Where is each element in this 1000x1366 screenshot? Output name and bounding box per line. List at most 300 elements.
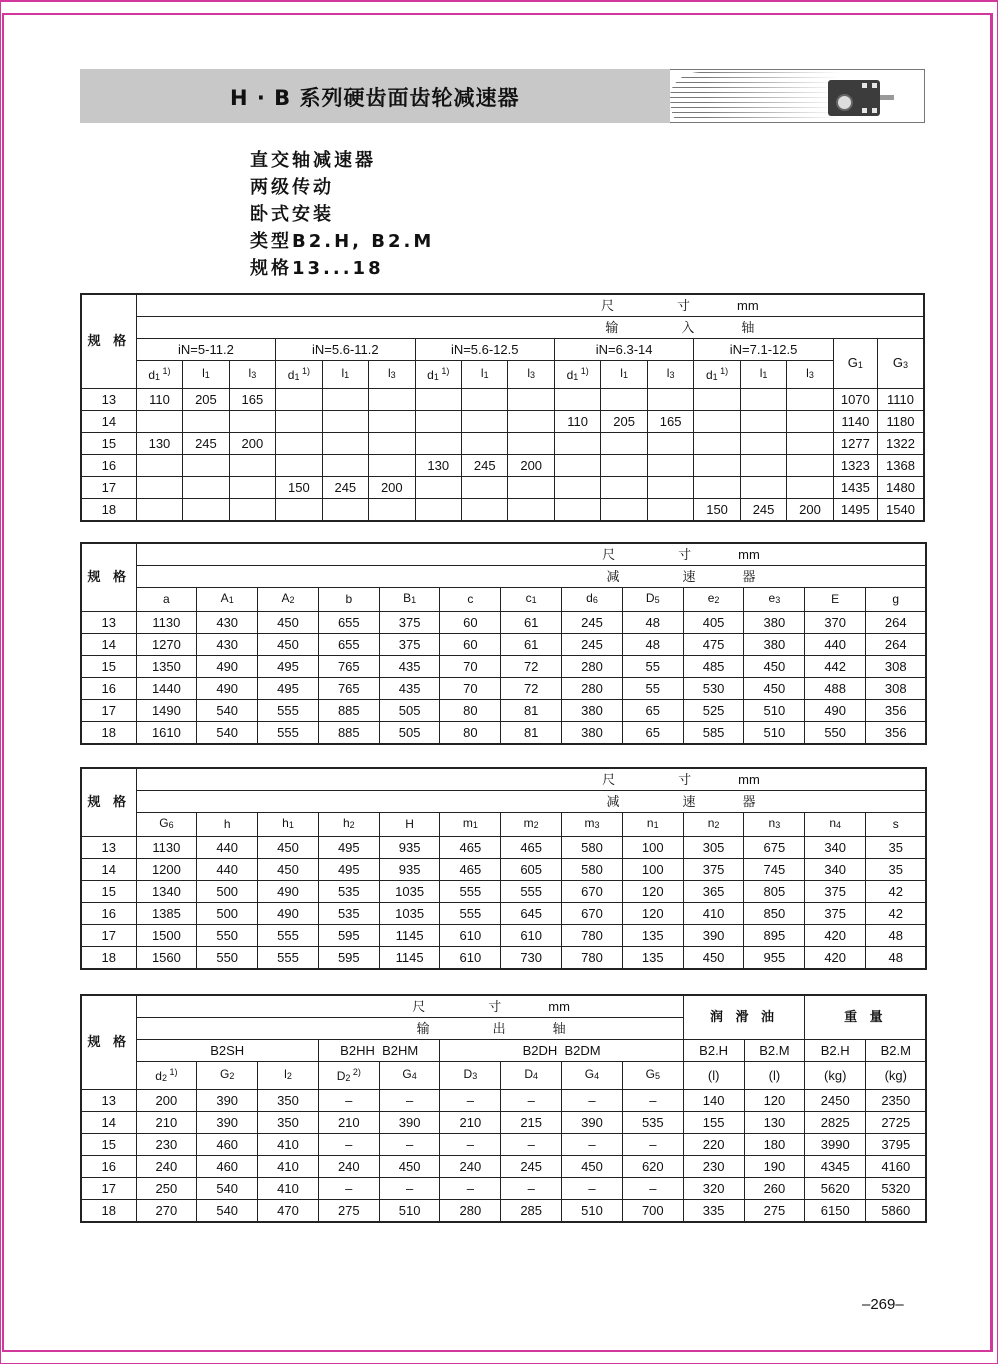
value-cell: – <box>562 1178 623 1200</box>
value-cell: 250 <box>136 1178 197 1200</box>
value-cell: 205 <box>183 389 229 411</box>
value-cell: – <box>318 1178 379 1200</box>
spec-label: 规 格 <box>81 294 136 389</box>
value-cell: 510 <box>562 1200 623 1223</box>
value-cell: 1322 <box>877 433 924 455</box>
bolt-icon <box>872 108 877 113</box>
value-cell: 60 <box>440 634 501 656</box>
value-cell: 555 <box>501 881 562 903</box>
col-header: $m_1$ <box>440 813 501 837</box>
value-cell: 280 <box>562 678 623 700</box>
value-cell: 100 <box>622 859 683 881</box>
value-cell: 435 <box>379 656 440 678</box>
size-cell: 17 <box>81 1178 136 1200</box>
group-char: 输 <box>416 1021 430 1036</box>
value-cell: 450 <box>744 678 805 700</box>
heading-mounting: 卧式安装 <box>250 204 334 225</box>
value-cell: – <box>501 1178 562 1200</box>
col-header: a <box>136 588 197 612</box>
value-cell <box>369 411 415 433</box>
value-cell: 81 <box>501 722 562 745</box>
table-row <box>81 837 926 859</box>
value-cell: 130 <box>136 433 182 455</box>
value-cell: 555 <box>440 881 501 903</box>
value-cell: 390 <box>197 1112 258 1134</box>
value-cell: 390 <box>562 1112 623 1134</box>
value-cell <box>369 389 415 411</box>
size-cell: 15 <box>81 881 136 903</box>
value-cell: 375 <box>805 881 866 903</box>
value-cell: 240 <box>440 1156 501 1178</box>
col-header: $n_2$ <box>683 813 744 837</box>
ratio-header: iN=5.6-11.2 <box>276 339 415 361</box>
table-row <box>81 1112 926 1134</box>
value-cell: – <box>318 1134 379 1156</box>
value-cell: 1350 <box>136 656 197 678</box>
value-cell: 510 <box>744 722 805 745</box>
value-cell <box>276 433 322 455</box>
group-char: 出 <box>492 1021 506 1036</box>
lubricant-header: 润 滑 油 <box>683 995 805 1040</box>
col-header: $G_4$ <box>562 1062 623 1090</box>
col-header: $B_1$ <box>379 588 440 612</box>
dim-label-1: 尺 <box>602 547 616 562</box>
size-cell: 13 <box>81 612 136 634</box>
value-cell: 595 <box>318 925 379 947</box>
value-cell: 505 <box>379 722 440 745</box>
value-cell <box>508 499 554 522</box>
value-cell: 165 <box>647 411 693 433</box>
value-cell: 420 <box>805 925 866 947</box>
value-cell: 605 <box>501 859 562 881</box>
table-row <box>81 389 924 411</box>
value-cell: 264 <box>866 634 927 656</box>
unit-header: (kg) <box>805 1062 866 1090</box>
value-cell: 48 <box>622 634 683 656</box>
value-cell <box>694 389 740 411</box>
table-row <box>81 903 926 925</box>
value-cell: 245 <box>183 433 229 455</box>
value-cell <box>740 433 786 455</box>
table-row <box>81 433 924 455</box>
value-cell: 210 <box>440 1112 501 1134</box>
value-cell: 280 <box>562 656 623 678</box>
spec-label: 规 格 <box>81 543 136 612</box>
value-cell: 555 <box>440 903 501 925</box>
size-cell: 18 <box>81 1200 136 1223</box>
value-cell <box>369 433 415 455</box>
value-cell: 120 <box>744 1090 805 1112</box>
col-header: $e_3$ <box>744 588 805 612</box>
group-header <box>136 1018 683 1040</box>
col-header: $D_3$ <box>440 1062 501 1090</box>
value-cell: 1340 <box>136 881 197 903</box>
value-cell: 72 <box>501 656 562 678</box>
value-cell: 2725 <box>866 1112 927 1134</box>
unit-header: (kg) <box>866 1062 927 1090</box>
heading-axis-type: 直交轴减速器 <box>250 150 376 171</box>
banner-image-panel <box>670 69 925 123</box>
bolt-icon <box>872 83 877 88</box>
group-char: 轴 <box>552 1021 566 1036</box>
size-cell: 14 <box>81 859 136 881</box>
ratio-header: iN=6.3-14 <box>554 339 693 361</box>
value-cell: 490 <box>805 700 866 722</box>
value-cell <box>740 477 786 499</box>
value-cell: 1560 <box>136 947 197 970</box>
size-cell: 14 <box>81 1112 136 1134</box>
value-cell: 35 <box>866 859 927 881</box>
group-char: 输 <box>605 320 619 335</box>
value-cell: 308 <box>866 678 927 700</box>
dim-label-2: 寸 <box>488 999 502 1014</box>
weight-header: 重 量 <box>805 995 927 1040</box>
dim-label-1: 尺 <box>412 999 426 1014</box>
group-char: 器 <box>742 569 756 584</box>
value-cell: 1270 <box>136 634 197 656</box>
size-cell: 16 <box>81 678 136 700</box>
value-cell: 3990 <box>805 1134 866 1156</box>
type-header: B2.M <box>744 1040 805 1062</box>
output-shaft-table <box>80 994 927 1223</box>
col-header: $d_6$ <box>562 588 623 612</box>
value-cell: 1180 <box>877 411 924 433</box>
group-char: 轴 <box>741 320 755 335</box>
dim-unit: mm <box>738 772 760 787</box>
value-cell <box>369 455 415 477</box>
value-cell: 1277 <box>833 433 877 455</box>
value-cell: 1070 <box>833 389 877 411</box>
table-row <box>81 1090 926 1112</box>
value-cell: 420 <box>805 947 866 970</box>
value-cell: 1440 <box>136 678 197 700</box>
value-cell: 48 <box>866 925 927 947</box>
value-cell: 240 <box>318 1156 379 1178</box>
value-cell: 305 <box>683 837 744 859</box>
value-cell: 245 <box>562 612 623 634</box>
value-cell <box>647 455 693 477</box>
col-header: $e_2$ <box>683 588 744 612</box>
col-header: $d_1$ $^{1)}$ <box>136 361 182 389</box>
value-cell <box>136 477 182 499</box>
value-cell: 450 <box>562 1156 623 1178</box>
value-cell <box>554 389 600 411</box>
value-cell: 460 <box>197 1134 258 1156</box>
value-cell: 135 <box>622 947 683 970</box>
value-cell: 405 <box>683 612 744 634</box>
value-cell: 475 <box>683 634 744 656</box>
heading-stages: 两级传动 <box>250 177 334 198</box>
value-cell <box>415 389 461 411</box>
col-header: $l_1$ <box>322 361 368 389</box>
value-cell: 450 <box>258 634 319 656</box>
gear-reducer-icon <box>828 80 880 116</box>
dim-unit: mm <box>737 298 759 313</box>
value-cell: – <box>562 1090 623 1112</box>
value-cell: 460 <box>197 1156 258 1178</box>
value-cell: 1368 <box>877 455 924 477</box>
table-row <box>81 455 924 477</box>
value-cell: 495 <box>318 837 379 859</box>
value-cell: 435 <box>379 678 440 700</box>
value-cell: 375 <box>379 634 440 656</box>
col-header: $D_2$ $^{2)}$ <box>318 1062 379 1090</box>
value-cell: 350 <box>258 1112 319 1134</box>
value-cell: – <box>622 1178 683 1200</box>
col-header: $d_1$ $^{1)}$ <box>694 361 740 389</box>
value-cell <box>508 433 554 455</box>
group-char: 入 <box>681 320 695 335</box>
value-cell: 390 <box>379 1112 440 1134</box>
value-cell: 215 <box>501 1112 562 1134</box>
product-headings <box>250 150 434 285</box>
value-cell: 5860 <box>866 1200 927 1223</box>
value-cell: 120 <box>622 903 683 925</box>
value-cell: – <box>379 1134 440 1156</box>
value-cell: 200 <box>136 1090 197 1112</box>
value-cell: 490 <box>258 903 319 925</box>
col-header: $G_6$ <box>136 813 197 837</box>
value-cell <box>740 411 786 433</box>
value-cell <box>787 455 833 477</box>
value-cell: 150 <box>276 477 322 499</box>
value-cell: 200 <box>369 477 415 499</box>
value-cell <box>183 499 229 522</box>
value-cell <box>740 389 786 411</box>
value-cell: 465 <box>440 859 501 881</box>
value-cell <box>787 433 833 455</box>
value-cell <box>554 433 600 455</box>
value-cell: 245 <box>562 634 623 656</box>
value-cell: 200 <box>508 455 554 477</box>
value-cell: 4160 <box>866 1156 927 1178</box>
value-cell: 48 <box>622 612 683 634</box>
value-cell: 60 <box>440 612 501 634</box>
value-cell <box>601 477 647 499</box>
col-header-G1: $G_1$ <box>833 339 877 389</box>
col-header: $G_2$ <box>197 1062 258 1090</box>
value-cell: 42 <box>866 903 927 925</box>
value-cell <box>322 433 368 455</box>
value-cell: 1323 <box>833 455 877 477</box>
value-cell: 442 <box>805 656 866 678</box>
value-cell: 450 <box>379 1156 440 1178</box>
value-cell: 550 <box>197 947 258 970</box>
value-cell <box>508 477 554 499</box>
value-cell: 245 <box>740 499 786 522</box>
table-row <box>81 1200 926 1223</box>
value-cell: 70 <box>440 678 501 700</box>
value-cell: 620 <box>622 1156 683 1178</box>
value-cell: 535 <box>622 1112 683 1134</box>
dim-label-1: 尺 <box>601 298 615 313</box>
value-cell: 4345 <box>805 1156 866 1178</box>
value-cell: 410 <box>683 903 744 925</box>
table-row <box>81 1178 926 1200</box>
table-row <box>81 634 926 656</box>
value-cell <box>462 477 508 499</box>
value-cell: 210 <box>318 1112 379 1134</box>
value-cell: 450 <box>258 612 319 634</box>
value-cell: 390 <box>683 925 744 947</box>
dim-unit: mm <box>738 547 760 562</box>
value-cell: 580 <box>562 859 623 881</box>
group-header <box>136 566 926 588</box>
table-row <box>81 656 926 678</box>
output-shaft-icon <box>880 95 894 100</box>
value-cell: 110 <box>136 389 182 411</box>
value-cell: 2825 <box>805 1112 866 1134</box>
size-cell: 13 <box>81 837 136 859</box>
col-header: $l_3$ <box>229 361 275 389</box>
value-cell: 540 <box>197 1178 258 1200</box>
value-cell: 1130 <box>136 612 197 634</box>
input-shaft-table <box>80 293 925 522</box>
value-cell <box>694 455 740 477</box>
value-cell: – <box>562 1134 623 1156</box>
group-char: 速 <box>682 794 696 809</box>
value-cell: 595 <box>318 947 379 970</box>
table-row <box>81 1156 926 1178</box>
value-cell: 205 <box>601 411 647 433</box>
subgroup-B2DH-B2DM: B2DH B2DM <box>440 1040 683 1062</box>
value-cell: 470 <box>258 1200 319 1223</box>
group-char: 减 <box>606 569 620 584</box>
spec-label: 规 格 <box>81 768 136 837</box>
dimension-header <box>136 294 924 317</box>
value-cell: 285 <box>501 1200 562 1223</box>
type-header: B2.H <box>683 1040 744 1062</box>
value-cell: 1480 <box>877 477 924 499</box>
col-header: $d_1$ $^{1)}$ <box>276 361 322 389</box>
value-cell: 1610 <box>136 722 197 745</box>
value-cell <box>415 411 461 433</box>
group-char: 速 <box>682 569 696 584</box>
value-cell: 895 <box>744 925 805 947</box>
subgroup-B2HH-B2HM: B2HH B2HM <box>318 1040 440 1062</box>
value-cell: 1490 <box>136 700 197 722</box>
value-cell <box>229 455 275 477</box>
value-cell: 540 <box>197 722 258 745</box>
value-cell: 585 <box>683 722 744 745</box>
value-cell <box>415 499 461 522</box>
value-cell: 1140 <box>833 411 877 433</box>
value-cell: 245 <box>501 1156 562 1178</box>
value-cell: 1385 <box>136 903 197 925</box>
value-cell: 1200 <box>136 859 197 881</box>
value-cell: 765 <box>318 656 379 678</box>
ratio-header: iN=5.6-12.5 <box>415 339 554 361</box>
col-header: $l_3$ <box>787 361 833 389</box>
col-header: $h_1$ <box>258 813 319 837</box>
value-cell <box>462 433 508 455</box>
value-cell: 730 <box>501 947 562 970</box>
table-row <box>81 411 924 433</box>
value-cell: 530 <box>683 678 744 700</box>
value-cell <box>276 411 322 433</box>
value-cell: 955 <box>744 947 805 970</box>
dimension-header <box>136 543 926 566</box>
value-cell <box>694 433 740 455</box>
value-cell: – <box>440 1178 501 1200</box>
page-number: –269– <box>862 1296 904 1313</box>
value-cell: – <box>440 1134 501 1156</box>
value-cell <box>229 499 275 522</box>
value-cell: 80 <box>440 700 501 722</box>
col-header: $l_1$ <box>740 361 786 389</box>
value-cell <box>322 389 368 411</box>
value-cell: 280 <box>440 1200 501 1223</box>
col-header: $l_1$ <box>601 361 647 389</box>
table-row <box>81 947 926 970</box>
value-cell: 81 <box>501 700 562 722</box>
value-cell: 340 <box>805 859 866 881</box>
col-header: $D_4$ <box>501 1062 562 1090</box>
value-cell: – <box>622 1090 683 1112</box>
value-cell: 375 <box>683 859 744 881</box>
value-cell: – <box>318 1090 379 1112</box>
table-row <box>81 859 926 881</box>
value-cell: 308 <box>866 656 927 678</box>
col-header: $A_1$ <box>197 588 258 612</box>
value-cell: 935 <box>379 859 440 881</box>
value-cell <box>508 389 554 411</box>
value-cell <box>740 455 786 477</box>
value-cell: 245 <box>322 477 368 499</box>
size-cell: 16 <box>81 903 136 925</box>
spec-label: 规 格 <box>81 995 136 1090</box>
value-cell: 150 <box>694 499 740 522</box>
value-cell <box>554 499 600 522</box>
type-header: B2.M <box>866 1040 927 1062</box>
value-cell: 555 <box>258 722 319 745</box>
value-cell: 130 <box>415 455 461 477</box>
value-cell: 275 <box>744 1200 805 1223</box>
col-header: s <box>866 813 927 837</box>
value-cell: 440 <box>805 634 866 656</box>
value-cell: 555 <box>258 925 319 947</box>
value-cell: 700 <box>622 1200 683 1223</box>
size-cell: 13 <box>81 1090 136 1112</box>
table-row <box>81 881 926 903</box>
value-cell <box>415 433 461 455</box>
value-cell <box>322 499 368 522</box>
value-cell: 365 <box>683 881 744 903</box>
col-header: $l_2$ <box>258 1062 319 1090</box>
value-cell <box>787 477 833 499</box>
value-cell: 440 <box>197 859 258 881</box>
value-cell: 340 <box>805 837 866 859</box>
dimension-header <box>136 995 683 1018</box>
size-cell: 18 <box>81 722 136 745</box>
heading-type: 类型B2.H, B2.M <box>250 231 435 252</box>
value-cell <box>276 499 322 522</box>
col-header: $G_4$ <box>379 1062 440 1090</box>
value-cell: 230 <box>683 1156 744 1178</box>
value-cell: 65 <box>622 700 683 722</box>
value-cell: 805 <box>744 881 805 903</box>
value-cell: – <box>501 1134 562 1156</box>
value-cell: 200 <box>787 499 833 522</box>
value-cell: 495 <box>258 656 319 678</box>
type-header: B2.H <box>805 1040 866 1062</box>
value-cell <box>322 411 368 433</box>
table-row <box>81 700 926 722</box>
value-cell: 535 <box>318 903 379 925</box>
value-cell: 320 <box>683 1178 744 1200</box>
value-cell: 375 <box>379 612 440 634</box>
value-cell: 220 <box>683 1134 744 1156</box>
